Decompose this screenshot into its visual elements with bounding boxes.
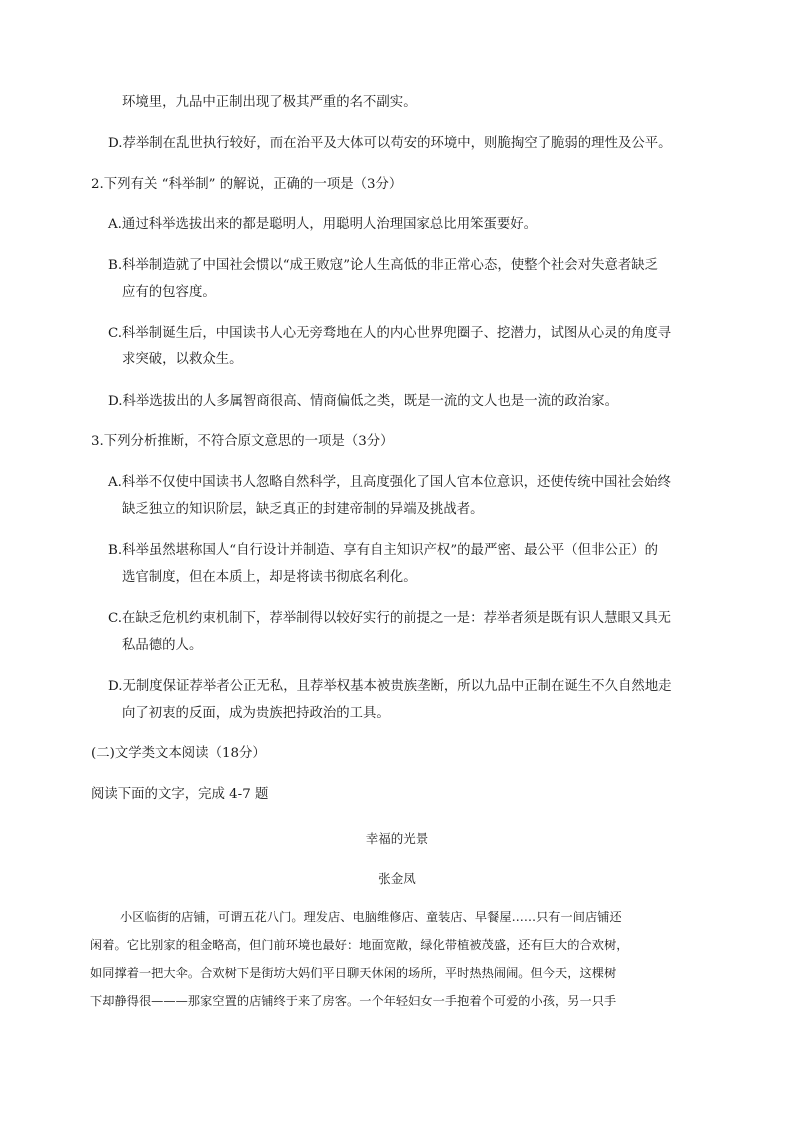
option-line: D.科举选拔出的人多属智商很高、情商偏低之类，既是一流的文人也是一流的政治家。 (108, 394, 618, 409)
question-line: 3.下列分析推断，不符合原文意思的一项是（3分） (91, 434, 394, 449)
option-line: C.科举制诞生后，中国读书人心无旁骛地在人的内心世界兜圈子、挖潜力，试图从心灵的角度寻 (108, 326, 672, 341)
question-line: 2.下列有关 “科举制” 的解说，正确的一项是（3分） (91, 177, 403, 192)
text-line: 选官制度，但在本质上，却是将读书彻底名利化。 (122, 570, 417, 585)
text-line: 环境里，九品中正制出现了极其严重的名不副实。 (122, 95, 417, 110)
text-line: 求突破，以救众生。 (122, 352, 243, 367)
text-line: 向了初衷的反面，成为贵族把持政治的工具。 (122, 706, 390, 721)
option-line: D.荐举制在乱世执行较好，而在治平及大体可以苟安的环境中，则脆掏空了脆弱的理性及公平。 (108, 136, 672, 151)
instruction-line: 阅读下面的文字，完成 4-7 题 (91, 787, 269, 802)
option-line: A.科举不仅使中国读书人忽略自然科学，且高度强化了国人官本位意识，还使传统中国社会始终 (108, 475, 671, 490)
story-line: 闲着。它比别家的租金略高，但门前环境也最好：地面宽敞，绿化带植被茂盛，还有巨大的合欢树， (90, 938, 629, 952)
story-line: 小区临街的店铺，可谓五花八门。理发店、电脑维修店、童装店、早餐屋……只有一间店铺还 (120, 910, 622, 924)
story-line: 下却静得很———那家空置的店铺终于来了房客。一个年轻妇女一手抱着个可爱的小孩，另一只手 (90, 994, 617, 1008)
text-line: 私品德的人。 (122, 638, 203, 653)
option-line: B.科举制造就了中国社会惯以“成王败寇”论人生高低的非正常心态，使整个社会对失意者缺乏 (108, 258, 659, 273)
option-line: B.科举虽然堪称国人“自行设计并制造、享有自主知识产权”的最严密、最公平（但非公正）的 (108, 543, 659, 558)
story-line: 如同撑着一把大伞。合欢树下是街坊大妈们平日聊天休闲的场所，平时热热闹闹。但今天，这棵树 (90, 966, 617, 980)
story-author: 张金凤 (378, 871, 416, 886)
text-line: 应有的包容度。 (122, 285, 216, 300)
section-heading: (二)文学类文本阅读（18分） (91, 746, 266, 761)
option-line: C.在缺乏危机约束机制下，荐举制得以较好实行的前提之一是：荐举者须是既有识人慧眼又具无 (108, 611, 672, 626)
text-line: 缺乏独立的知识阶层，缺乏真正的封建帝制的异端及挑战者。 (122, 502, 484, 517)
option-line: D.无制度保证荐举者公正无私，且荐举权基本被贵族垄断，所以九品中正制在诞生不久自然地走 (108, 679, 672, 694)
story-title: 幸福的光景 (365, 831, 429, 846)
option-line: A.通过科举选拔出来的都是聪明人，用聪明人治理国家总比用笨蛋要好。 (108, 217, 538, 232)
